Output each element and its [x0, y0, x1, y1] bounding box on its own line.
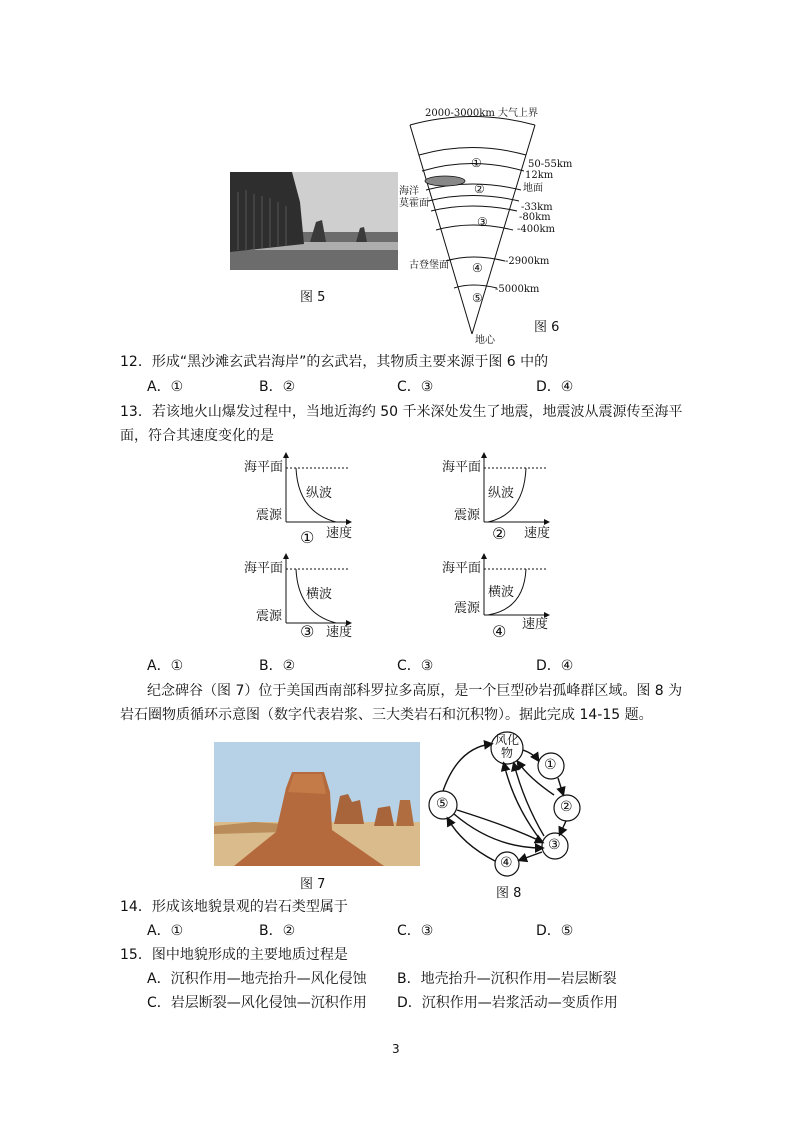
- fig6-depth-label: 地面: [523, 183, 543, 194]
- graph-2-focus: 震源: [454, 508, 481, 523]
- q15-option-d[interactable]: D．沉积作用—岩浆活动—变质作用: [397, 995, 618, 1011]
- question-14-stem: 14．形成该地貌景观的岩石类型属于: [120, 899, 348, 915]
- q13-option-a[interactable]: A．①: [147, 658, 184, 674]
- question-12-stem: 12．形成“黑沙滩玄武岩海岸”的玄武岩，其物质主要来源于图 6 中的: [120, 354, 549, 370]
- q14-option-c[interactable]: C．③: [397, 923, 434, 939]
- fig6-top-label: 2000-3000km 大气上界: [425, 108, 538, 119]
- graph-1-xaxis: 速度: [326, 526, 353, 541]
- fig6-depth-label: 12km: [525, 170, 554, 181]
- fig6-layer-4: ④: [472, 261, 483, 275]
- graph-1-number: ①: [300, 528, 315, 547]
- graph-2-sea-level: 海平面: [442, 460, 482, 475]
- graph-3-focus: 震源: [256, 609, 283, 624]
- graph-3-wave: 横波: [306, 587, 333, 602]
- graph-2-xaxis: 速度: [524, 526, 551, 541]
- q13-option-d[interactable]: D．④: [536, 658, 574, 674]
- graph-2-number: ②: [492, 524, 507, 543]
- q12-option-b[interactable]: B．②: [259, 379, 296, 395]
- figure-8-label: 图 8: [496, 886, 522, 901]
- fig8-node-2: ②: [560, 799, 573, 815]
- q12-option-d[interactable]: D．④: [536, 379, 574, 395]
- graph-3-xaxis: 速度: [326, 625, 353, 640]
- fig8-node-5: ⑤: [436, 796, 449, 812]
- graph-1-focus: 震源: [256, 508, 283, 523]
- graph-4-sea-level: 海平面: [442, 561, 482, 576]
- graph-1-wave: 纵波: [306, 486, 333, 501]
- fig6-depth-label: -5000km: [495, 284, 540, 295]
- q15-option-a[interactable]: A．沉积作用—地壳抬升—风化侵蚀: [147, 971, 367, 987]
- figure-6-label: 图 6: [534, 320, 560, 335]
- graph-3-number: ③: [300, 622, 315, 641]
- page-number: 3: [392, 1042, 400, 1056]
- figure-5-photo: [230, 172, 398, 270]
- fig6-moho-label: 莫霍面: [399, 198, 429, 209]
- graph-3-sea-level: 海平面: [244, 561, 284, 576]
- fig6-layer-3: ③: [477, 215, 488, 229]
- q15-option-b[interactable]: B．地壳抬升—沉积作用—岩层断裂: [397, 971, 617, 987]
- fig6-depth-label: -80km: [519, 212, 551, 223]
- q12-option-a[interactable]: A．①: [147, 379, 184, 395]
- q15-option-c[interactable]: C．岩层断裂—风化侵蚀—沉积作用: [147, 995, 367, 1011]
- figure-5-label: 图 5: [300, 290, 326, 305]
- fig6-core-label: 地心: [475, 335, 495, 346]
- graph-1-sea-level: 海平面: [244, 460, 284, 475]
- passage-line-1: 纪念碑谷（图 7）位于美国西南部科罗拉多高原，是一个巨型砂岩孤峰群区域。图 8 为: [147, 683, 683, 699]
- fig6-depth-label: -400km: [517, 224, 556, 235]
- q12-option-c[interactable]: C．③: [397, 379, 434, 395]
- figure-6-earth-layers: [399, 98, 575, 346]
- question-13-stem-line2: 面，符合其速度变化的是: [120, 428, 274, 444]
- question-13-stem-line1: 13．若该地火山爆发过程中，当地近海约 50 千米深处发生了地震，地震波从震源传至海平: [120, 404, 683, 420]
- fig6-layer-2: ②: [474, 182, 485, 196]
- q14-option-d[interactable]: D．⑤: [536, 923, 574, 939]
- fig8-node-weathered: 风化物: [495, 733, 520, 760]
- passage-line-2: 岩石圈物质循环示意图（数字代表岩浆、三大类岩石和沉积物）。据此完成 14-15 题。: [120, 707, 653, 723]
- q14-option-b[interactable]: B．②: [259, 923, 296, 939]
- fig6-layer-5: ⑤: [472, 291, 483, 305]
- question-15-stem: 15．图中地貌形成的主要地质过程是: [120, 947, 348, 963]
- fig8-node-1: ①: [544, 757, 557, 773]
- fig6-layer-1: ①: [471, 156, 482, 170]
- graph-4-focus: 震源: [454, 601, 481, 616]
- q14-option-a[interactable]: A．①: [147, 923, 184, 939]
- fig6-depth-label: -2900km: [505, 256, 550, 267]
- graph-2-wave: 纵波: [488, 486, 515, 501]
- figure-7-label: 图 7: [300, 877, 326, 892]
- figure-7-photo: [214, 742, 420, 866]
- graph-4-wave: 横波: [488, 585, 515, 600]
- fig6-ocean-label: 海洋: [399, 186, 419, 197]
- graph-4-xaxis: 速度: [522, 617, 549, 632]
- graph-4-number: ④: [492, 622, 507, 641]
- q13-option-c[interactable]: C．③: [397, 658, 434, 674]
- fig6-gutenberg-label: 古登堡面: [409, 260, 449, 271]
- fig6-depth-label: 50-55km: [528, 159, 573, 170]
- fig6-depth-label: -33km: [521, 202, 553, 213]
- figure-8-rock-cycle: [424, 728, 584, 878]
- fig8-node-4: ④: [500, 855, 513, 871]
- fig8-node-3: ③: [548, 837, 561, 853]
- q13-option-b[interactable]: B．②: [259, 658, 296, 674]
